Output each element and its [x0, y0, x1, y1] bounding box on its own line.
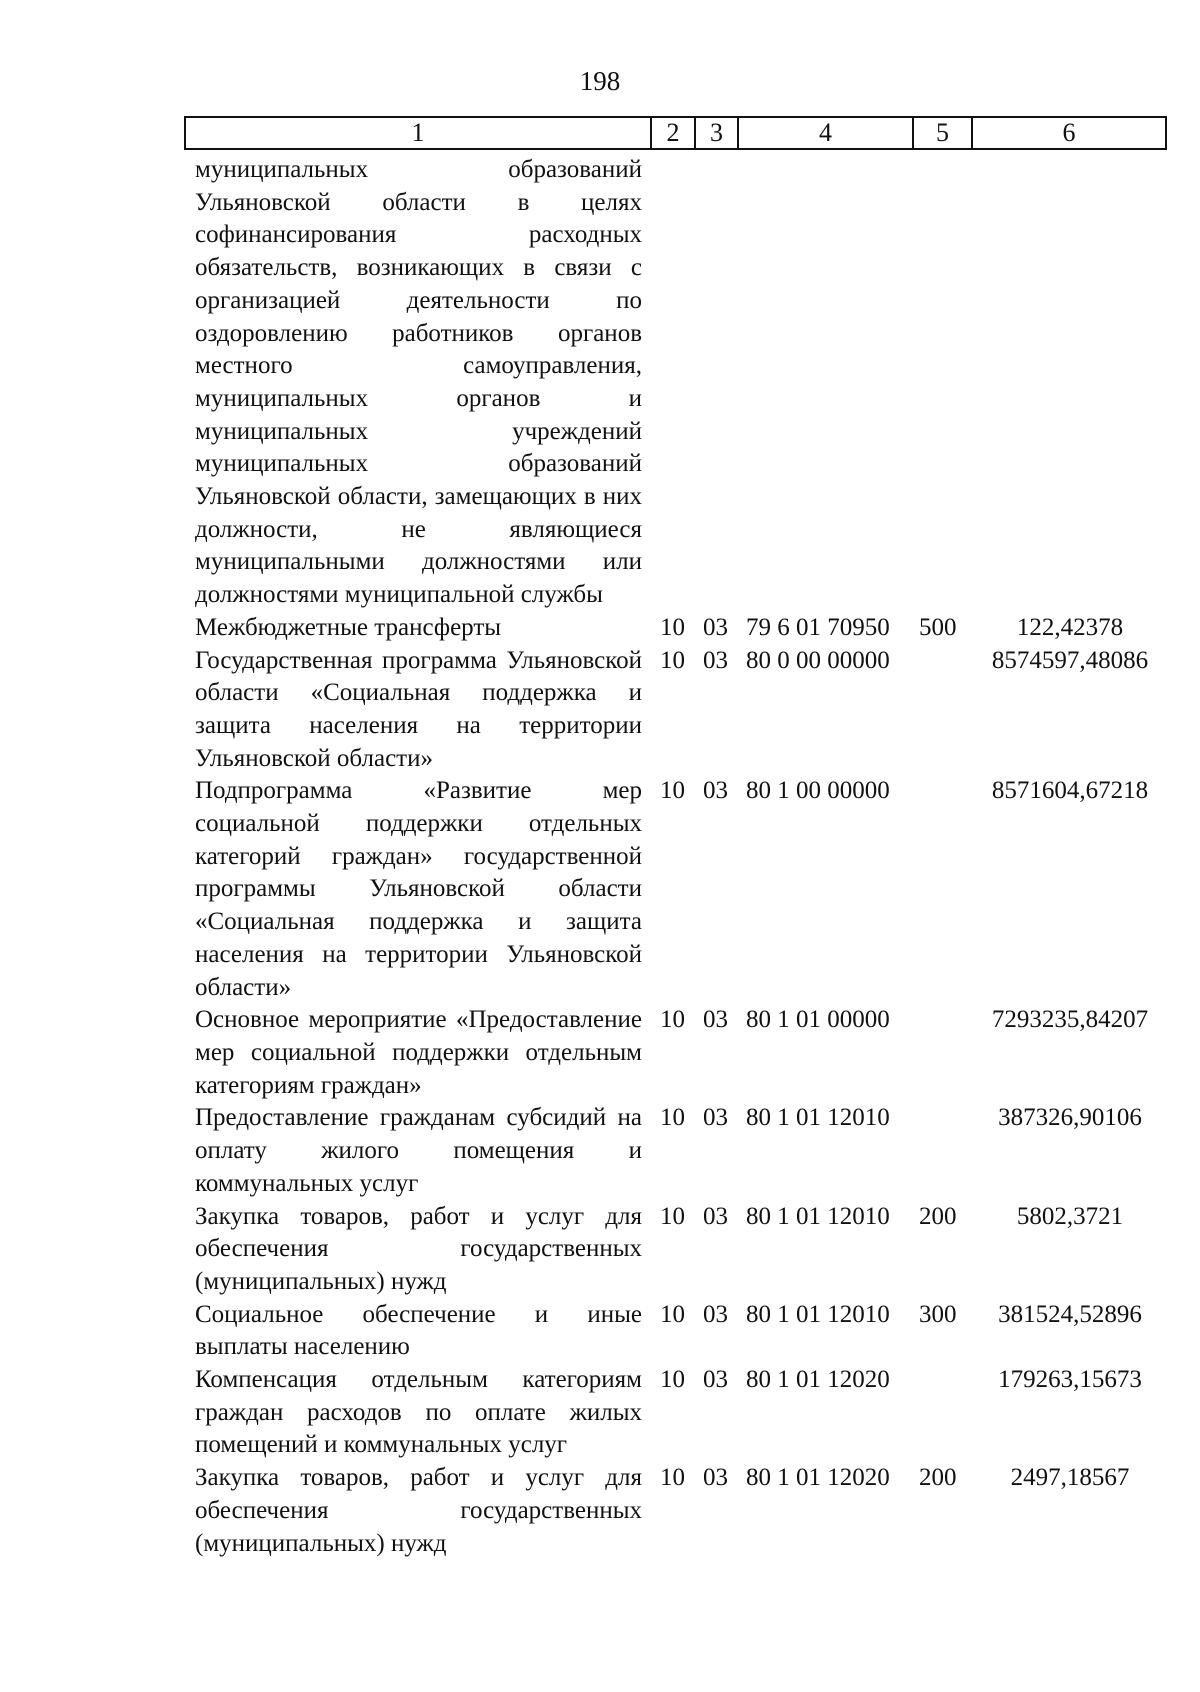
table-row: [0, 1462, 1200, 1560]
target-article-code: 80 1 01 12010: [746, 1300, 890, 1328]
column-header-5: 5: [913, 117, 972, 149]
target-article-code: 80 1 01 12020: [746, 1464, 890, 1492]
section-code: 10: [660, 613, 685, 641]
amount: 381524,52896: [998, 1300, 1142, 1328]
section-code: 10: [660, 1202, 685, 1230]
table-row: [0, 1299, 1200, 1364]
target-article-code: 79 6 01 70950: [746, 613, 890, 641]
table-row: [0, 1201, 1200, 1299]
column-header-row: [185, 117, 1166, 149]
column-header-6: 6: [972, 117, 1166, 149]
subsection-code: 03: [703, 646, 728, 674]
row-description: Основное мероприятие «Предоставление мер социальной поддержки отдельным категориям граждан»: [195, 1006, 642, 1099]
page-number: 198: [579, 66, 621, 96]
table-row: [0, 775, 1200, 1004]
row-description: Государственная программа Ульяновской области «Социальная поддержка и защита населения на территории Ульяновской области»: [195, 646, 642, 772]
subsection-code: 03: [703, 1104, 728, 1132]
subsection-code: 03: [703, 613, 728, 641]
amount: 8574597,48086: [991, 646, 1149, 674]
table-row: [0, 612, 1200, 645]
section-code: 10: [660, 1464, 685, 1492]
amount: 2497,18567: [1010, 1464, 1130, 1492]
subsection-code: 03: [703, 1202, 728, 1230]
target-article-code: 80 1 01 12020: [746, 1366, 890, 1394]
target-article-code: 80 1 00 00000: [746, 777, 890, 805]
column-header-2: 2: [651, 117, 695, 149]
section-code: 10: [660, 777, 685, 805]
target-article-code: 80 1 01 00000: [746, 1006, 890, 1034]
table-row: [0, 1102, 1200, 1200]
row-description: Закупка товаров, работ и услуг для обеспечения государственных (муниципальных) нужд: [195, 1202, 642, 1295]
table-body: [0, 154, 1200, 1560]
amount: 5802,3721: [1016, 1202, 1124, 1230]
row-description: муниципальных образований Ульяновской области в целях софинансирования расходных обязательств, возникающих в связи с организацией деятельности по оздоровлению работников органов местного самоуправления, муниципальных органов и муниципальных учреждений муниципальных образований Ульяновской области, замещающих в них должности, не являющиеся муниципальными должностями или должностями муниципальной службы: [195, 156, 642, 609]
amount: 179263,15673: [998, 1366, 1142, 1394]
row-description: Социальное обеспечение и иные выплаты населению: [195, 1300, 642, 1361]
expense-type-code: 200: [919, 1464, 957, 1492]
section-code: 10: [660, 1006, 685, 1034]
expense-type-code: 300: [919, 1300, 957, 1328]
column-header-1: 1: [185, 117, 651, 149]
section-code: 10: [660, 1104, 685, 1132]
subsection-code: 03: [703, 1300, 728, 1328]
target-article-code: 80 1 01 12010: [746, 1202, 890, 1230]
subsection-code: 03: [703, 1006, 728, 1034]
expense-type-code: 500: [919, 613, 957, 641]
section-code: 10: [660, 646, 685, 674]
expense-type-code: 200: [919, 1202, 957, 1230]
table-row: [0, 1364, 1200, 1462]
amount: 8571604,67218: [991, 777, 1149, 805]
table-row: [0, 1004, 1200, 1102]
table-row: [0, 645, 1200, 776]
target-article-code: 80 1 01 12010: [746, 1104, 890, 1132]
subsection-code: 03: [703, 1366, 728, 1394]
table-row: [0, 154, 1200, 612]
row-description: Межбюджетные трансферты: [195, 613, 502, 641]
column-header-3: 3: [695, 117, 738, 149]
column-header-4: 4: [738, 117, 913, 149]
row-description: Подпрограмма «Развитие мер социальной поддержки отдельных категорий граждан» государственной программы Ульяновской области «Социальная поддержка и защита населения на территории Ульяновской области»: [195, 777, 642, 1001]
section-code: 10: [660, 1366, 685, 1394]
subsection-code: 03: [703, 777, 728, 805]
section-code: 10: [660, 1300, 685, 1328]
row-description: Предоставление гражданам субсидий на оплату жилого помещения и коммунальных услуг: [195, 1104, 642, 1197]
target-article-code: 80 0 00 00000: [746, 646, 890, 674]
row-description: Компенсация отдельным категориям граждан расходов по оплате жилых помещений и коммунальных услуг: [195, 1366, 642, 1459]
subsection-code: 03: [703, 1464, 728, 1492]
row-description: Закупка товаров, работ и услуг для обеспечения государственных (муниципальных) нужд: [195, 1464, 642, 1557]
amount: 387326,90106: [998, 1104, 1142, 1132]
column-header-table: [184, 116, 1167, 150]
amount: 7293235,84207: [991, 1006, 1149, 1034]
amount: 122,42378: [1016, 613, 1124, 641]
